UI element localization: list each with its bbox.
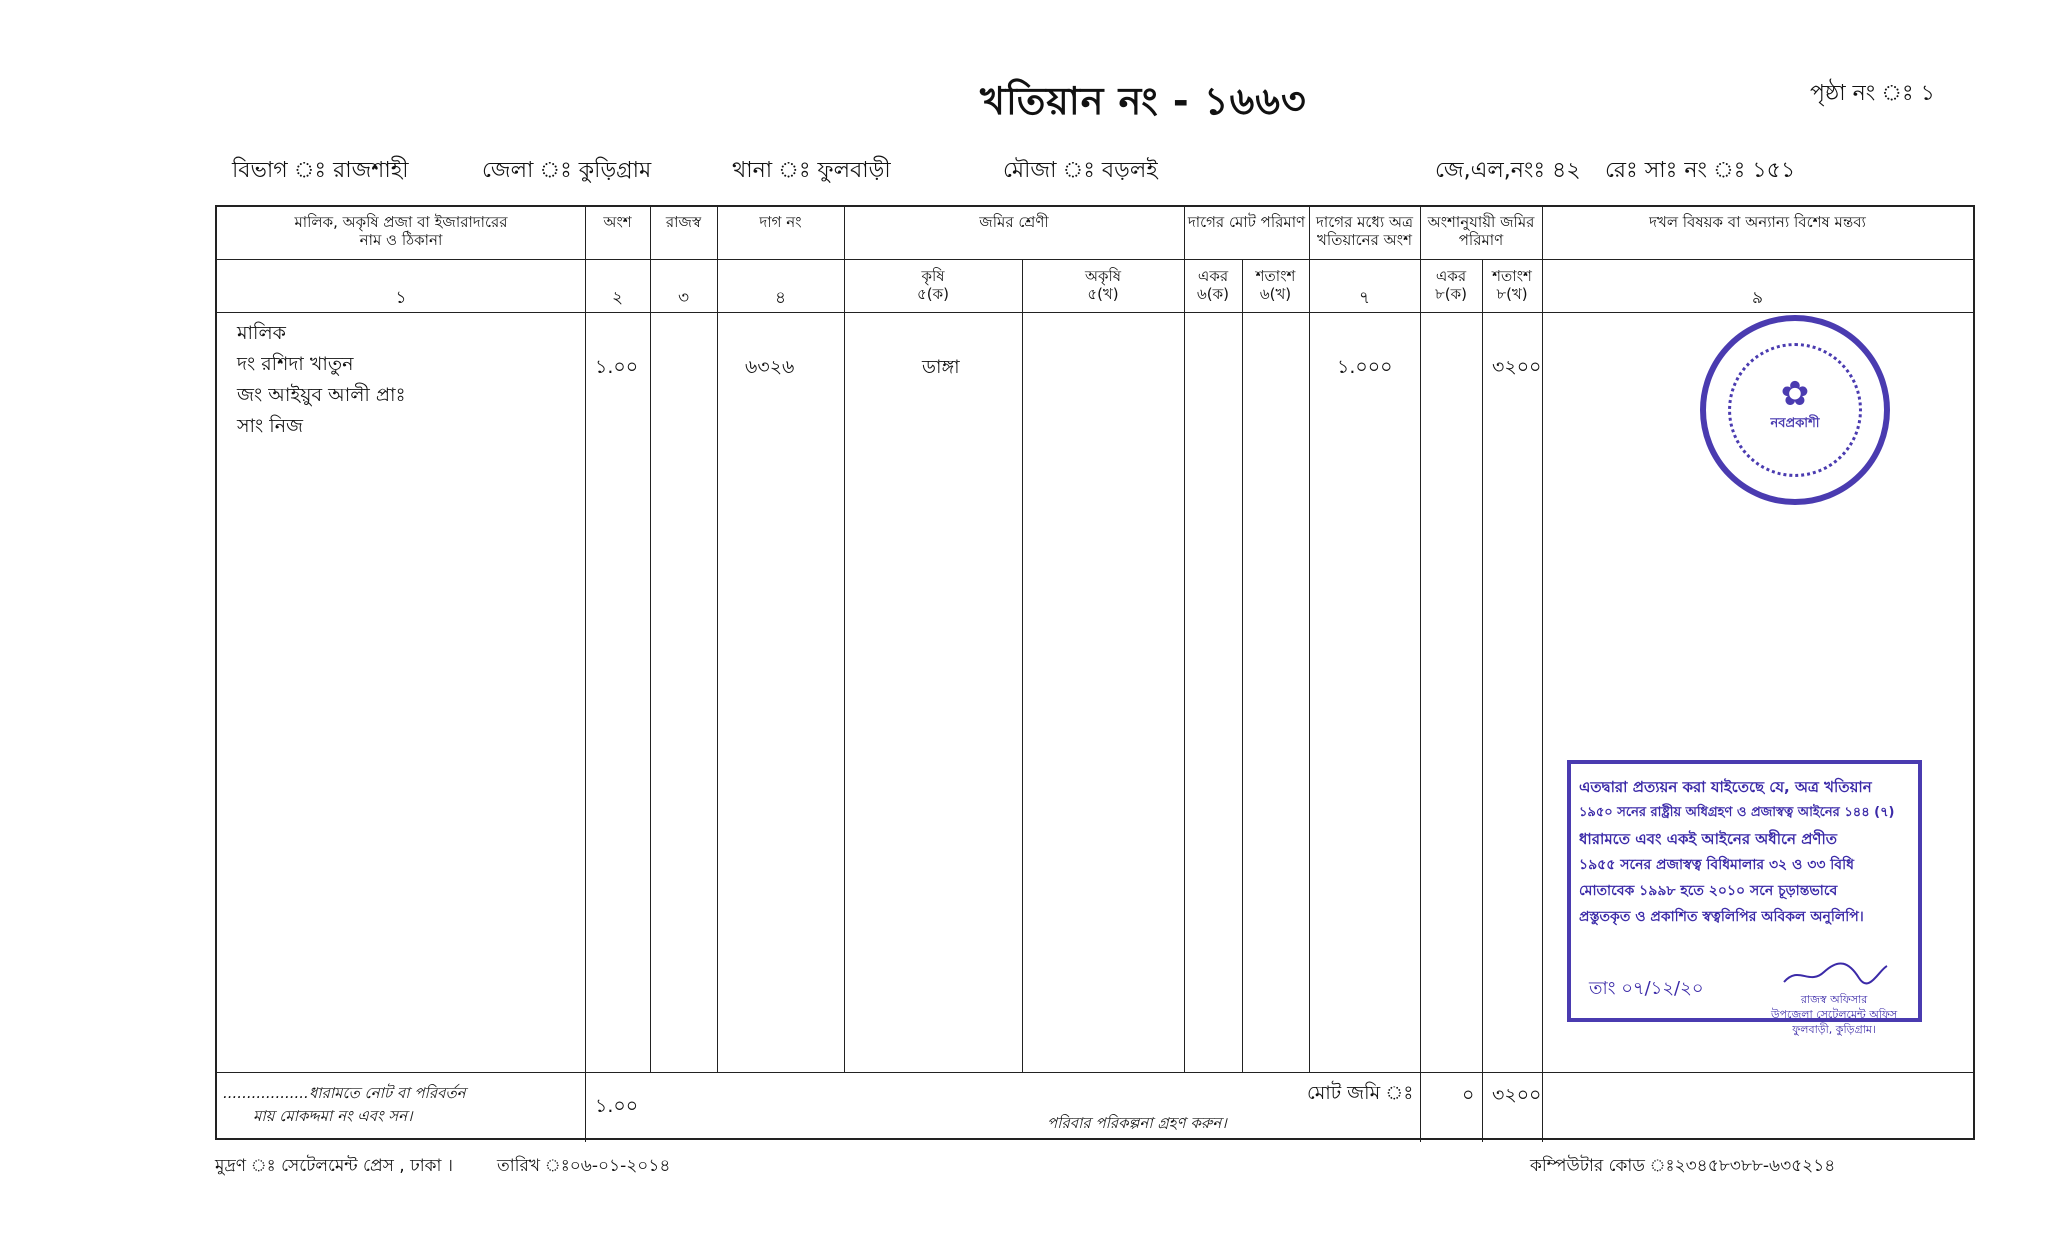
col-8k-header: একর ৮(ক)	[1435, 267, 1467, 303]
stamp-line: ১৯৫০ সনের রাষ্ট্রীয় অধিগ্রহণ ও প্রজাস্বত্ব আইনের ১৪৪ (৭)	[1579, 805, 1895, 820]
print-info: মুদ্রণ ঃ সেটেলমেন্ট প্রেস , ঢাকা ।	[215, 1156, 453, 1176]
total-shatangsho: ৩২০০	[1492, 1084, 1542, 1106]
col-6k-header: একর ৬(ক)	[1197, 267, 1229, 303]
owner-label: মালিক	[237, 322, 286, 344]
col-divider	[1482, 259, 1483, 1142]
note-line-2: মায় মোকদ্দমা নং এবং সন।	[253, 1107, 413, 1125]
col-divider	[1420, 207, 1421, 1142]
col-remarks-header: দখল বিষয়ক বা অন্যান্য বিশেষ মন্তব্য	[1649, 213, 1866, 231]
col-land-class-header: জমির শ্রেণী	[979, 213, 1049, 231]
stamp-date: তাং ০৭/১২/২০	[1589, 978, 1704, 999]
office-seal	[1700, 315, 1890, 505]
shatangsho-value: ৩২০০	[1492, 356, 1542, 378]
family-planning-note: পরিবার পরিকল্পনা গ্রহণ করুন।	[1047, 1114, 1227, 1132]
stamp-line: ধারামতে এবং একই আইনের অধীনে প্রণীত	[1579, 830, 1838, 848]
page-number: পৃষ্ঠা নং ঃ ১	[1810, 81, 1935, 106]
computer-code: কম্পিউটার কোড ঃ২৩৪৫৮৩৮৮-৬৩৫২১৪	[1530, 1156, 1836, 1176]
col-divider	[1184, 207, 1185, 1072]
col-proportional-header: অংশানুযায়ী জমির পরিমাণ	[1427, 213, 1535, 249]
stamp-line: ১৯৫৫ সনের প্রজাস্বত্ব বিধিমালার ৩২ ও ৩৩ বিধি	[1579, 857, 1854, 873]
stamp-line: এতদ্বারা প্রত্যয়ন করা যাইতেছে যে, অত্র খতিয়ান	[1579, 778, 1872, 796]
division-label: বিভাগ ঃ রাজশাহী	[232, 158, 409, 183]
certification-stamp	[1567, 760, 1922, 1036]
jl-number: জে,এল,নংঃ ৪২	[1435, 158, 1581, 183]
col-dag-header: দাগ নং	[759, 213, 802, 231]
col-6kh-header: শতাংশ ৬(খ)	[1255, 267, 1296, 303]
col-krishi-header: কৃষি ৫(ক)	[917, 267, 949, 303]
col-divider	[1542, 207, 1543, 1142]
stamp-line: মোতাবেক ১৯৯৮ হতে ২০১০ সনে চূড়ান্তভাবে	[1579, 883, 1838, 899]
total-row-divider	[217, 1072, 1973, 1073]
stamp-line: প্রস্তুতকৃত ও প্রকাশিত স্বত্বলিপির অবিকল অনুলিপি।	[1579, 909, 1864, 925]
col-8kh-header: শতাংশ ৮(খ)	[1492, 267, 1532, 303]
dag-number-value: ৬৩২৬	[745, 356, 795, 378]
col-divider	[1242, 259, 1243, 1072]
col-revenue-header: রাজস্ব	[665, 213, 702, 231]
col-owner-header: মালিক, অকৃষি প্রজা বা ইজারাদারের নাম ও ঠিকানা	[294, 213, 508, 249]
col-divider	[1309, 207, 1310, 1072]
col-number-2: ২	[611, 288, 624, 308]
header-divider	[217, 259, 1973, 260]
share-value: ১.০০	[595, 356, 639, 378]
col-divider	[650, 207, 651, 1072]
lotus-emblem-icon: ✿	[1780, 374, 1810, 414]
col-number-4: ৪	[774, 288, 787, 308]
share-total: ১.০০	[595, 1095, 639, 1117]
col-number-1: ১	[395, 288, 407, 308]
owner-husband: জং আইয়ুব আলী প্রাঃ	[237, 384, 406, 406]
print-date: তারিখ ঃ০৬-০১-২০১৪	[497, 1156, 671, 1176]
thana-label: থানা ঃ ফুলবাড়ী	[732, 158, 891, 183]
col-akrishi-header: অকৃষি ৫(খ)	[1084, 267, 1122, 303]
col-divider	[1022, 259, 1023, 1072]
col-khatian-share-header: দাগের মধ্যে অত্র খতিয়ানের অংশ	[1316, 213, 1413, 249]
col-share-header: অংশ	[603, 213, 632, 231]
col-number-3: ৩	[677, 288, 690, 308]
officer-signature-block: রাজস্ব অফিসার উপজেলা সেটেলমেন্ট অফিস ফুলবাড়ী, কুড়িগ্রাম।	[1771, 960, 1897, 1037]
khatian-share-value: ১.০০০	[1337, 356, 1393, 378]
seal-text: নবপ্রকাশী	[1770, 416, 1820, 431]
mouza-label: মৌজা ঃ বড়লই	[1003, 158, 1158, 183]
re-sa-number: রেঃ সাঃ নং ঃ ১৫১	[1605, 158, 1796, 183]
land-class-value: ডাঙ্গা	[922, 356, 960, 378]
total-land-label: মোট জমি ঃ	[1307, 1082, 1414, 1104]
col-divider	[717, 207, 718, 1072]
owner-name: দং রশিদা খাতুন	[237, 353, 354, 375]
col-divider	[585, 207, 586, 1142]
owner-address: সাং নিজ	[237, 415, 304, 437]
col-total-area-header: দাগের মোট পরিমাণ	[1187, 213, 1306, 231]
col-number-9: ৯	[1751, 288, 1764, 308]
district-label: জেলা ঃ কুড়িগ্রাম	[482, 158, 652, 183]
khatian-title: খতিয়ান নং - ১৬৬৩	[980, 79, 1307, 123]
signature-mark	[1779, 960, 1889, 988]
total-ekor: ০	[1462, 1084, 1475, 1106]
note-line-1: ..................ধারামতে নোট বা পরিবর্তন	[223, 1084, 466, 1102]
col-divider	[844, 207, 845, 1072]
col-number-7: ৭	[1358, 288, 1371, 308]
